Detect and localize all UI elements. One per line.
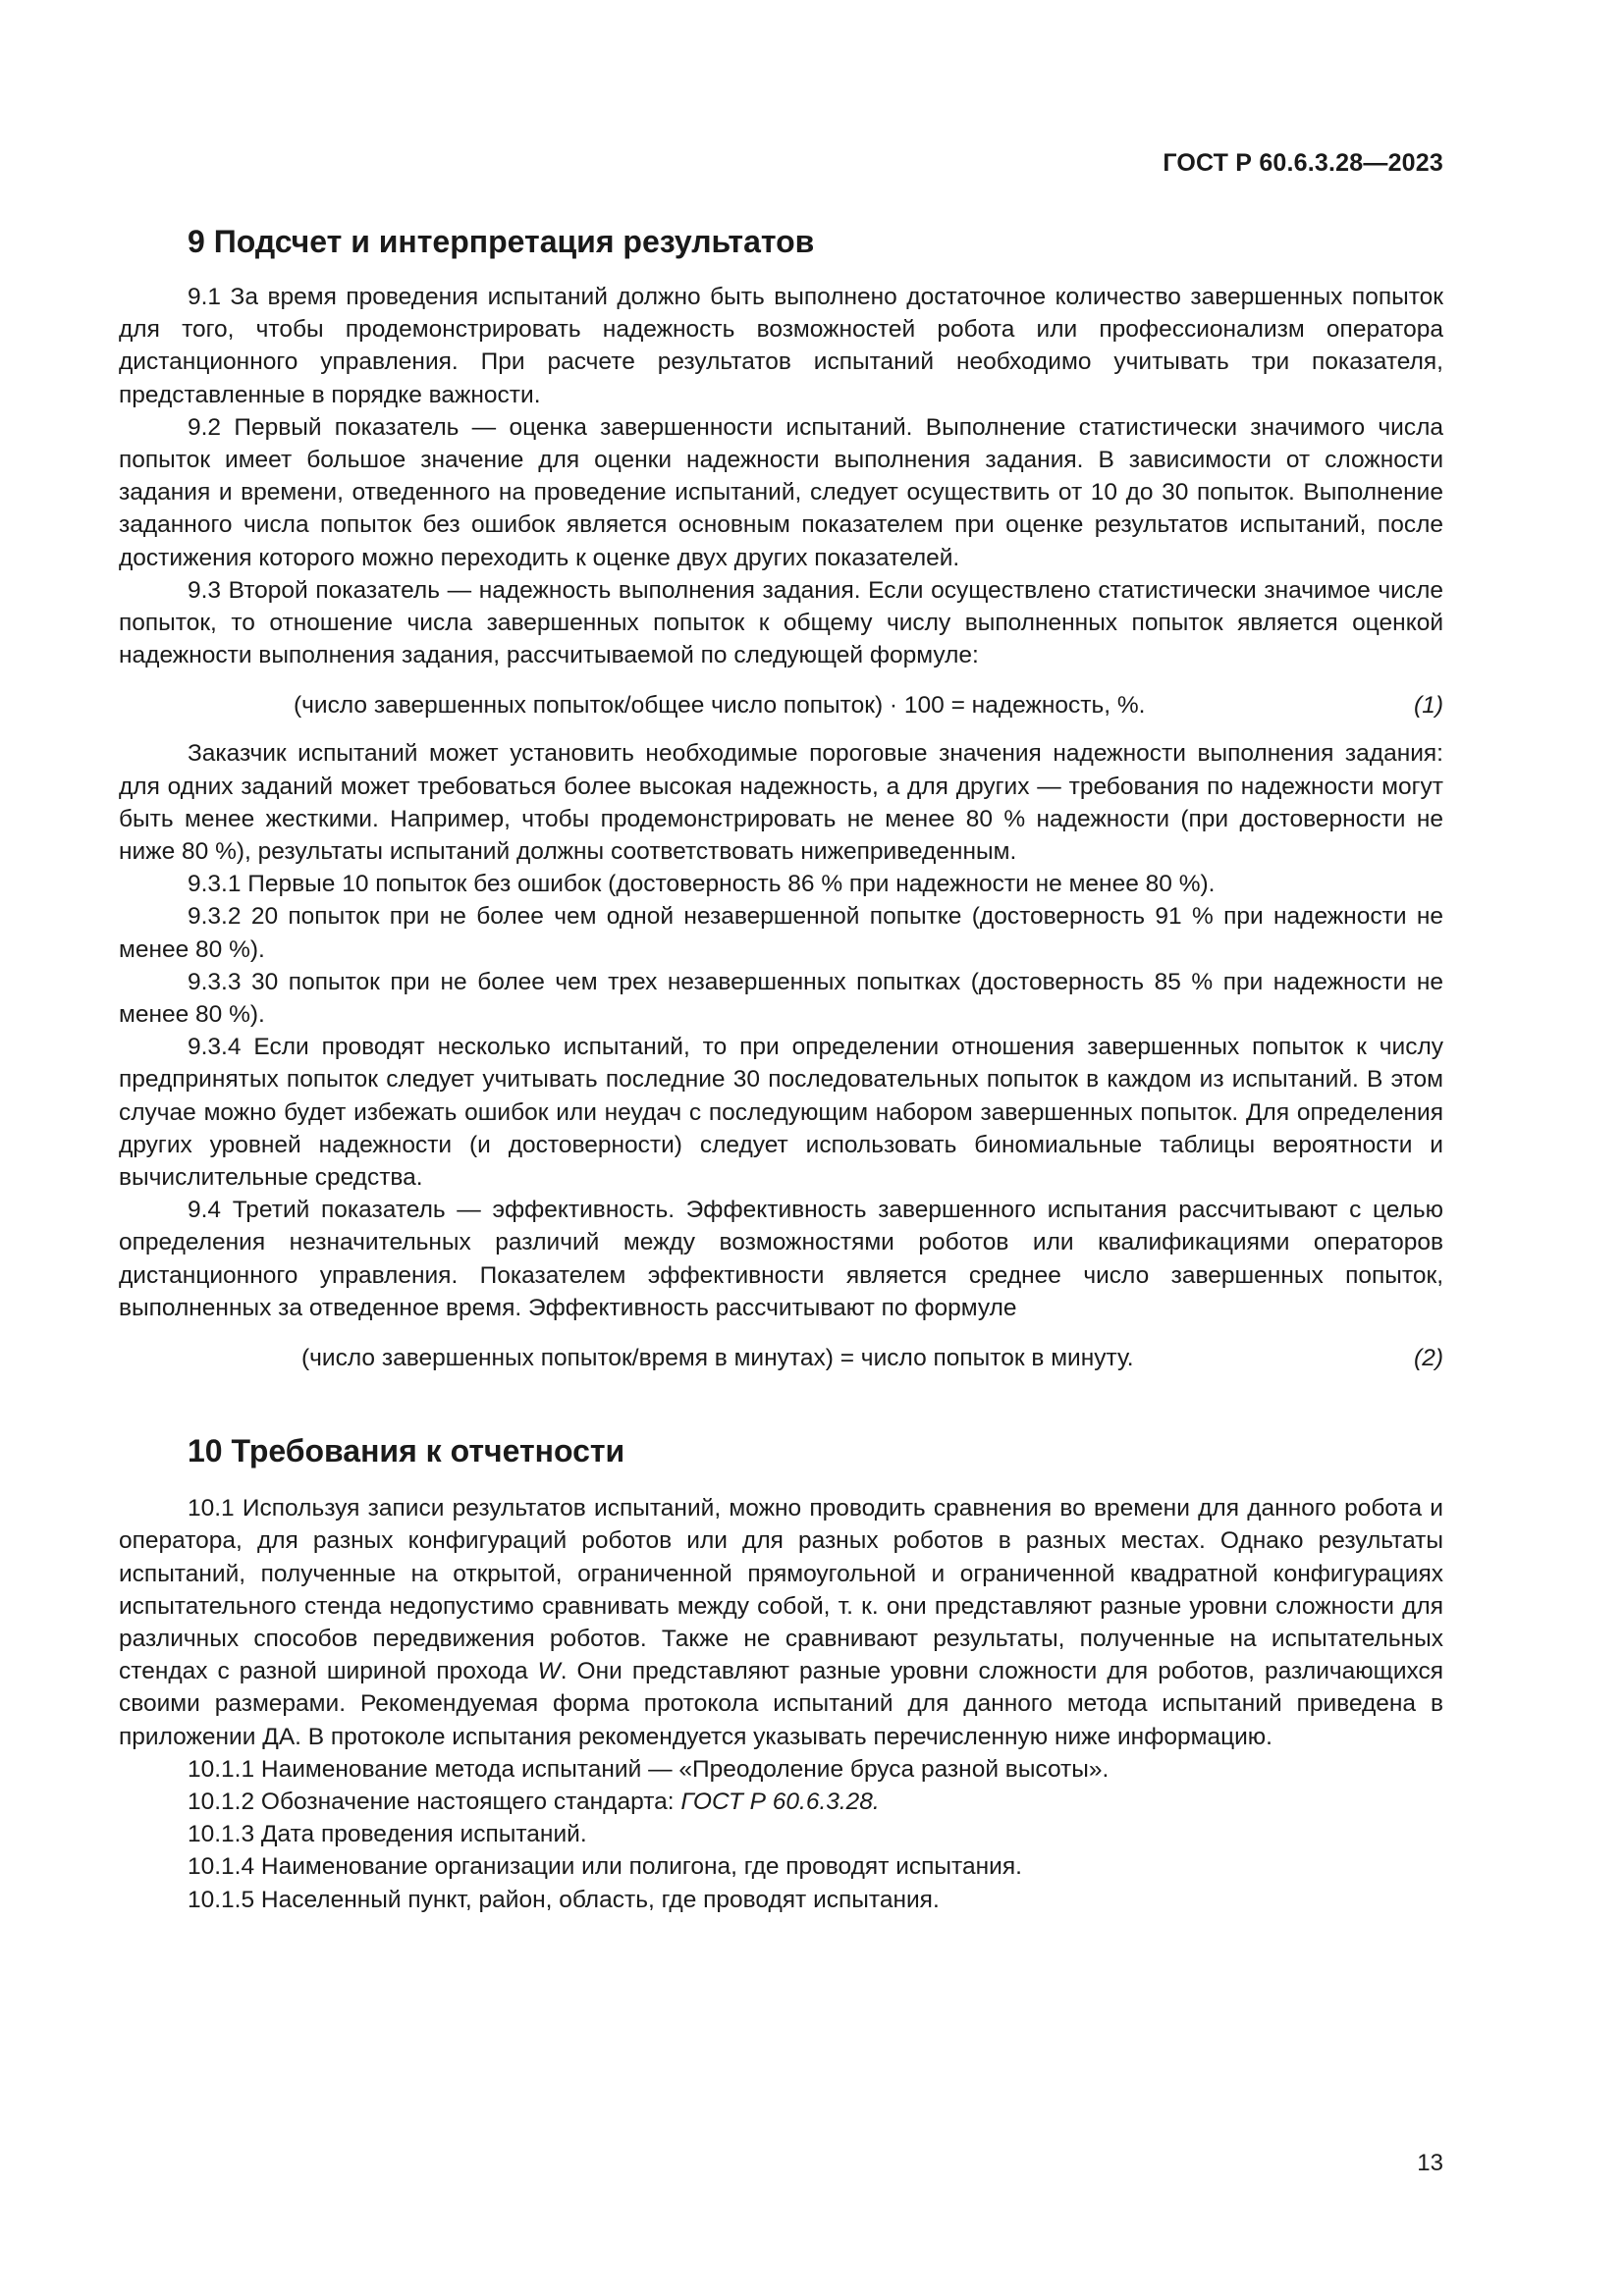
formula-2 [119, 1342, 1443, 1374]
section-10-title: 10 Требования к отчетности [188, 1433, 625, 1469]
paragraph-10-1-1: 10.1.1 Наименование метода испытаний — «Преодоление бруса разной высоты». [188, 1755, 1110, 1783]
paragraph-9-4: 9.4 Третий показатель — эффективность. Эффективность завершенного испытания рассчитывают с целью определения незначительных различий между возможностями роботов или квалификациями операторов дистанционного управления. Показателем эффективности является среднее число завершенных попыток, выполненных за отведенное время. Эффективность рассчитывают по формуле [119, 1197, 1443, 1321]
passage-width-symbol: W [537, 1658, 561, 1685]
formula-1-number: (1) [1414, 692, 1443, 720]
section-9-title: 9 Подсчет и интерпретация результатов [188, 224, 815, 259]
paragraph-9-3-2: 9.3.2 20 попыток при не более чем одной незавершенной попытке (достоверность 91 % при надежности не менее 80 %). [119, 903, 1443, 963]
page-number: 13 [1417, 2150, 1443, 2176]
standard-designation: ГОСТ Р 60.6.3.28. [680, 1788, 880, 1815]
paragraph-10-1-5: 10.1.5 Населенный пункт, район, область, где проводят испытания. [188, 1886, 940, 1913]
page-content [119, 222, 1443, 1916]
formula-2-text: (число завершенных попыток/время в минутах) = число попыток в минуту. [301, 1345, 1134, 1372]
formula-2-number: (2) [1414, 1345, 1443, 1372]
paragraph-9-2: 9.2 Первый показатель — оценка завершенности испытаний. Выполнение статистически значимого числа попыток имеет большое значение для оценки надежности выполнения задания. В зависимости от сложности задания и времени, отведенного на проведение испытаний, следует осуществить от 10 до 30 попыток. Выполнение заданного числа попыток без ошибок является основным показателем при оценке результатов испытаний, после достижения которого можно переходить к оценке двух других показателей. [119, 413, 1443, 571]
paragraph-9-3-3: 9.3.3 30 попыток при не более чем трех незавершенных попытках (достоверность 85 % при надежности не менее 80 %). [119, 968, 1443, 1029]
paragraph-10-1-4: 10.1.4 Наименование организации или полигона, где проводят испытания. [188, 1853, 1022, 1881]
paragraph-10-1-2-label: 10.1.2 Обозначение настоящего стандарта: [188, 1788, 681, 1815]
paragraph-10-1-3: 10.1.3 Дата проведения испытаний. [188, 1821, 587, 1848]
formula-1-text: (число завершенных попыток/общее число попыток) · 100 = надежность, %. [294, 692, 1146, 720]
paragraph-9-1: 9.1 За время проведения испытаний должно быть выполнено достаточное количество завершенных попыток для того, чтобы продемонстрировать надежность возможностей робота или профессионализм оператора дистанционного управления. При расчете результатов испытаний необходимо учитывать три показателя, представленные в порядке важности. [119, 284, 1443, 408]
paragraph-9-3-4: 9.3.4 Если проводят несколько испытаний, то при определении отношения завершенных попыток к числу предпринятых попыток следует учитывать последние 30 последовательных попыток в каждом из испытаний. В этом случае можно будет избежать ошибок или неудач с последующим набором завершенных попыток. Для определения других уровней надежности (и достоверности) следует использовать биномиальные таблицы вероятности и вычислительные средства. [119, 1034, 1443, 1192]
paragraph-10-1-part-b: . Они представляют разные уровни сложности для роботов, различающихся своими размерами. Рекомендуемая форма протокола испытаний для данного метода испытаний приведена в приложении ДА. В протоколе испытания рекомендуется указывать перечисленную ниже информацию. [119, 1658, 1443, 1750]
paragraph-10-1-2 [119, 1786, 1443, 1818]
formula-1 [119, 689, 1443, 721]
paragraph-9-3-1: 9.3.1 Первые 10 попыток без ошибок (достоверность 86 % при надежности не менее 80 %). [188, 871, 1216, 898]
document-code: ГОСТ Р 60.6.3.28—2023 [1163, 149, 1443, 177]
paragraph-customer-thresholds: Заказчик испытаний может установить необходимые пороговые значения надежности выполнения задания: для одних заданий может требоваться более высокая надежность, а для других — требования по надежности могут быть менее жесткими. Например, чтобы продемонстрировать не менее 80 % надежности (при достоверности не ниже 80 %), результаты испытаний должны соответствовать нижеприведенным. [119, 740, 1443, 866]
paragraph-9-3: 9.3 Второй показатель — надежность выполнения задания. Если осуществлено статистически значимое числе попыток, то отношение числа завершенных попыток к общему числу выполненных попыток является оценкой надежности выполнения задания, рассчитываемой по следующей формуле: [119, 576, 1443, 669]
paragraph-10-1-part-a: 10.1 Используя записи результатов испытаний, можно проводить сравнения во времени для данного робота и оператора, для разных конфигураций роботов или для разных роботов в разных местах. Однако результаты испытаний, полученные на открытой, ограниченной прямоугольной и ограниченной квадратной конфигурациях испытательного стенда недопустимо сравнивать между собой, т. к. они представляют разные уровни сложности для различных способов передвижения роботов. Также не сравнивают результаты, полученные на испытательных стендах с разной шириной прохода [119, 1495, 1443, 1685]
paragraph-10-1 [119, 1492, 1443, 1753]
